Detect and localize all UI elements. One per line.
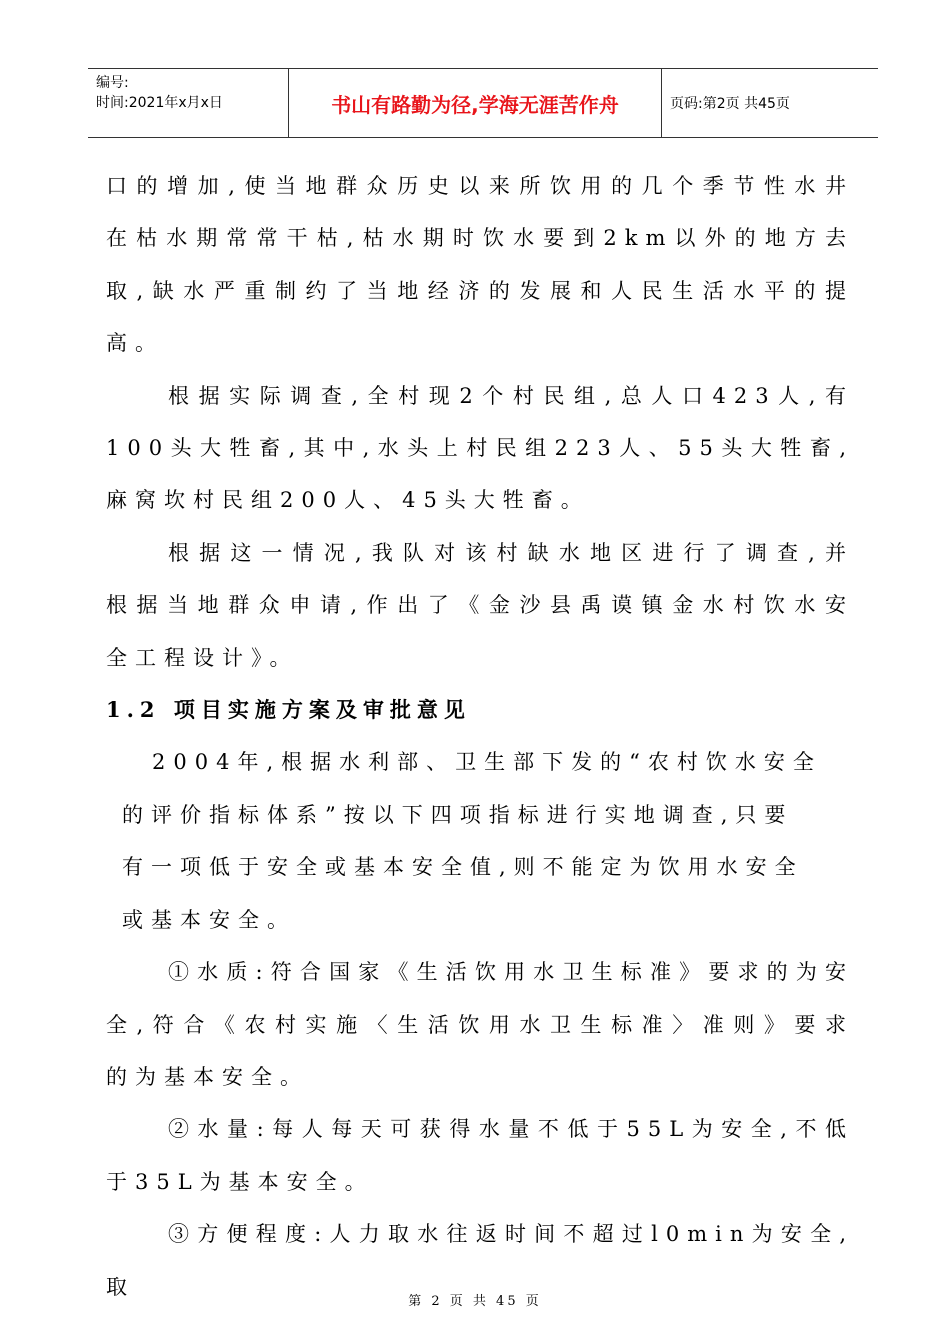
text-line: 根据这一情况,我队对该村缺水地区进行了调查,并: [168, 540, 854, 565]
text-line: 或基本安全。: [122, 907, 296, 932]
text-line: 100头大牲畜,其中,水头上村民组223人、55头大牲畜,: [106, 436, 854, 461]
text-line: 取,缺水严重制约了当地经济的发展和人民生活水平的提: [106, 278, 854, 303]
text-line: 全,符合《农村实施〈生活饮用水卫生标准〉准则》要求: [106, 1012, 854, 1037]
text-line: 2004年,根据水利部、卫生部下发的“农村饮水安全: [152, 750, 822, 775]
page-header: [88, 68, 878, 138]
text-line: 高。: [106, 331, 164, 356]
header-page-info: 页码:第2页 共45页: [670, 96, 790, 112]
text-line: 根据当地群众申请,作出了《金沙县禹谟镇金水村饮水安: [106, 593, 854, 618]
section-heading: 1.2 项目实施方案及审批意见: [106, 697, 471, 723]
text-line: ①水质:符合国家《生活饮用水卫生标准》要求的为安: [168, 960, 854, 985]
text-line: 的评价指标体系”按以下四项指标进行实地调查,只要: [122, 802, 794, 827]
text-line: 在枯水期常常干枯,枯水期时饮水要到2km以外的地方去: [106, 226, 854, 251]
text-line: 全工程设计》。: [106, 645, 299, 670]
text-line: 有一项低于安全或基本安全值,则不能定为饮用水安全: [122, 855, 804, 880]
document-number-label: 编号:: [96, 75, 129, 91]
header-meta: [88, 69, 288, 137]
text-line: 根据实际调查,全村现2个村民组,总人口423人,有: [168, 383, 854, 408]
document-time-label: 时间:2021年x月x日: [96, 95, 223, 111]
text-line: 麻窝坎村民组200人、45头大牲畜。: [106, 488, 590, 513]
text-line: 于35L为基本安全。: [106, 1169, 374, 1194]
page-footer: 第 2 页 共 45 页: [408, 1294, 542, 1309]
text-line: ③方便程度:人力取水往返时间不超过l0min为安全,取: [106, 1222, 854, 1299]
text-line: ②水量:每人每天可获得水量不低于55L为安全,不低: [168, 1117, 854, 1142]
header-motto: 书山有路勤为径,学海无涯苦作舟: [288, 69, 662, 137]
text-line: 口的增加,使当地群众历史以来所饮用的几个季节性水井: [106, 174, 854, 198]
text-line: 的为基本安全。: [106, 1064, 309, 1089]
document-body: [106, 160, 854, 1313]
